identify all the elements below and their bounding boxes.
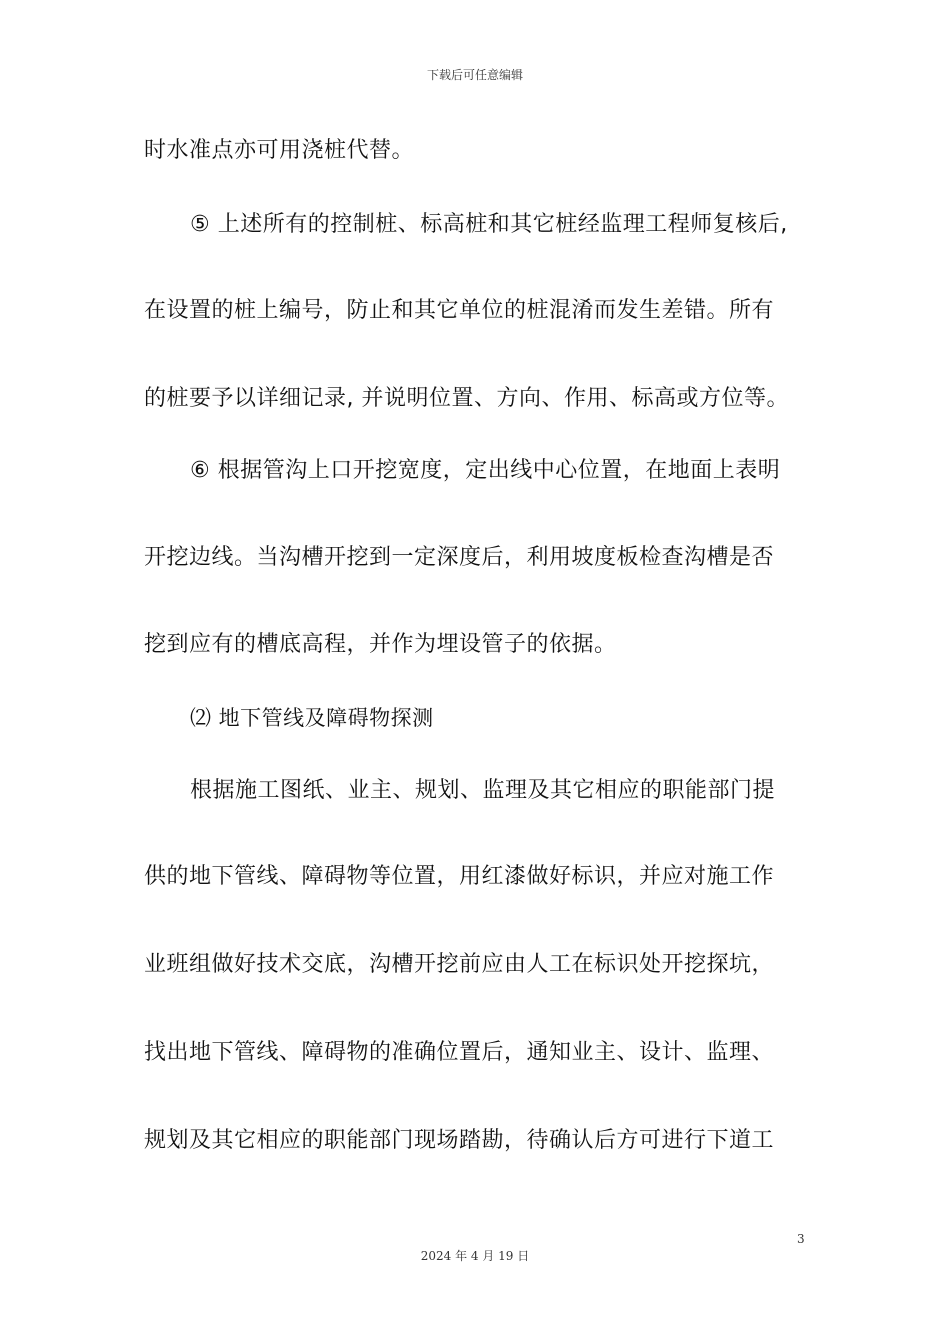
paragraph-line: 挖到应有的槽底高程，并作为埋设管子的依据。 bbox=[144, 632, 617, 657]
paragraph-line: 在设置的桩上编号，防止和其它单位的桩混淆而发生差错。所有 bbox=[144, 298, 775, 323]
paragraph-line: 业班组做好技术交底，沟槽开挖前应由人工在标识处开挖探坑， bbox=[144, 952, 775, 977]
page-footer-date: 2024 年 4 月 19 日 bbox=[420, 1249, 530, 1263]
paragraph-line: 供的地下管线、障碍物等位置，用红漆做好标识，并应对施工作 bbox=[144, 864, 775, 889]
paragraph-line: 时水准点亦可用浇桩代替。 bbox=[144, 138, 415, 163]
paragraph-line: 的桩要予以详细记录, 并说明位置、方向、作用、标高或方位等。 bbox=[144, 386, 789, 411]
page-header: 下载后可任意编辑 bbox=[426, 68, 523, 82]
paragraph-line: 开挖边线。当沟槽开挖到一定深度后，利用坡度板检查沟槽是否 bbox=[144, 545, 775, 570]
paragraph-line: 根据施工图纸、业主、规划、监理及其它相应的职能部门提 bbox=[190, 778, 776, 803]
section-heading: ⑵ 地下管线及障碍物探测 bbox=[190, 706, 434, 730]
paragraph-line: 找出地下管线、障碍物的准确位置后，通知业主、设计、监理、 bbox=[144, 1040, 775, 1065]
page-number: 3 bbox=[797, 1232, 805, 1246]
paragraph-line: 规划及其它相应的职能部门现场踏勘，待确认后方可进行下道工 bbox=[144, 1128, 775, 1153]
paragraph-line: ⑥ 根据管沟上口开挖宽度，定出线中心位置，在地面上表明 bbox=[190, 458, 781, 483]
paragraph-line: ⑤ 上述所有的控制桩、标高桩和其它桩经监理工程师复核后, bbox=[190, 212, 788, 237]
